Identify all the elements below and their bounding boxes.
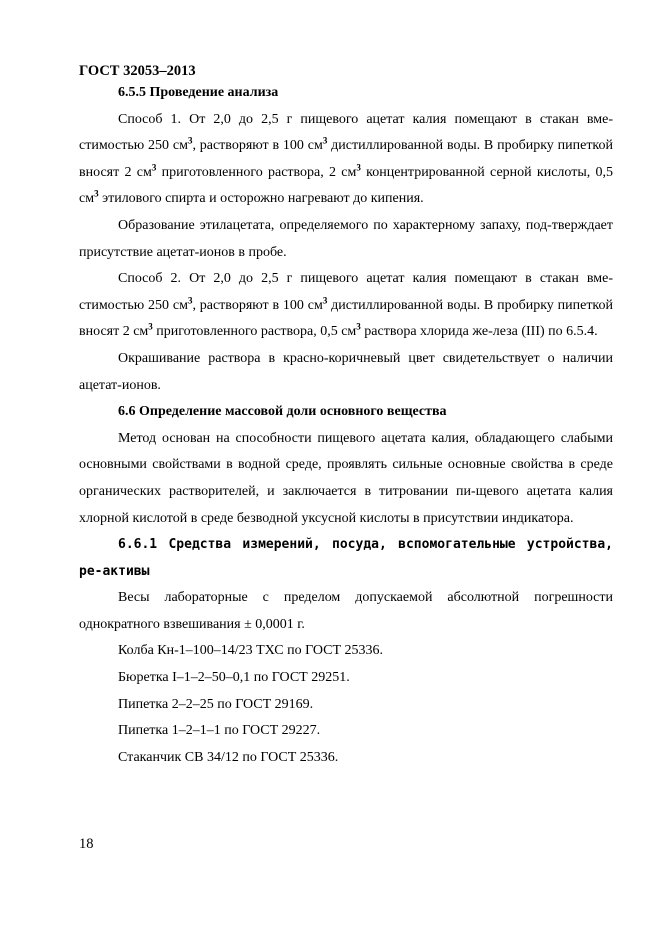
superscript: 3 — [187, 295, 193, 306]
text-run: Способ 1. От 2,0 до 2,5 г пищевого ацетат калия помещают в стакан вме-стимостью 250 см — [79, 111, 613, 154]
text-run: дистиллированной воды. В пробирку пипеткой вносят 2 см — [79, 297, 614, 340]
superscript: 3 — [148, 321, 153, 332]
scales-paragraph: Весы лабораторные с пределом допускаемой абсолютной погрешности однократного взвешивания ± 0,0001 г. — [79, 590, 613, 632]
text-run: раствора хлорида же-леза (III) по 6.5.4. — [360, 324, 598, 340]
superscript: 3 — [356, 162, 361, 173]
superscript: 3 — [187, 135, 193, 146]
equipment-item: Колба Кн-1–100–14/23 ТХС по ГОСТ 25336. — [118, 643, 384, 659]
superscript: 3 — [94, 188, 99, 199]
document-body — [79, 80, 613, 771]
ethyl-acetate-paragraph: Образование этилацетата, определяемого по характерному запаху, под-тверждает присутствие ацетат-ионов в пробе. — [79, 217, 613, 260]
superscript: 3 — [356, 321, 361, 332]
superscript: 3 — [322, 295, 328, 306]
equipment-item: Пипетка 1–2–1–1 по ГОСТ 29227. — [118, 723, 321, 739]
method-2-paragraph — [79, 266, 613, 346]
text-run: приготовленного раствора, 2 см — [156, 164, 357, 180]
superscript: 3 — [322, 135, 328, 146]
section-heading-6-6: 6.6 Определение массовой доли основного вещества — [118, 404, 447, 420]
section-heading-6-5-5: 6.5.5 Проведение анализа — [118, 85, 279, 100]
equipment-item: Бюретка I–1–2–50–0,1 по ГОСТ 29251. — [118, 670, 350, 686]
text-run: концентрированной серной кислоты, 0,5 см — [79, 164, 613, 207]
equipment-item: Стаканчик СВ 34/12 по ГОСТ 25336. — [118, 749, 339, 765]
text-run: , растворяют в 100 см — [192, 297, 323, 313]
page-number: 18 — [79, 836, 94, 852]
method-1-paragraph — [79, 107, 613, 213]
text-run: дистиллированной воды. В пробирку пипеткой вносят 2 см — [79, 138, 614, 180]
text-run: приготовленного раствора, 0,5 см — [152, 324, 357, 340]
superscript: 3 — [151, 162, 157, 173]
text-run: Способ 2. От 2,0 до 2,5 г пищевого ацетат калия помещают в стакан вме-стимостью 250 см — [79, 271, 613, 313]
text-run: этилового спирта и осторожно нагревают до кипения. — [98, 191, 424, 207]
standard-header: ГОСТ 32053–2013 — [79, 63, 196, 79]
coloration-paragraph: Окрашивание раствора в красно-коричневый цвет свидетельствует о наличии ацетат-ионов. — [79, 350, 613, 393]
text-run: , растворяют в 100 см — [192, 138, 323, 154]
section-heading-6-6-1: 6.6.1 Средства измерений, посуда, вспомогательные устройства, ре-активы — [79, 537, 613, 579]
method-description-paragraph: Метод основан на способности пищевого ацетата калия, обладающего слабыми основными свойствами в водной среде, проявлять сильные основные свойства в среде органических растворителей, и заключается в титровании пи-щевого ацетата калия хлорной кислотой в среде безводной уксусной кислоты в присутствии индикатора. — [79, 430, 613, 526]
equipment-item: Пипетка 2–2–25 по ГОСТ 29169. — [118, 696, 314, 712]
